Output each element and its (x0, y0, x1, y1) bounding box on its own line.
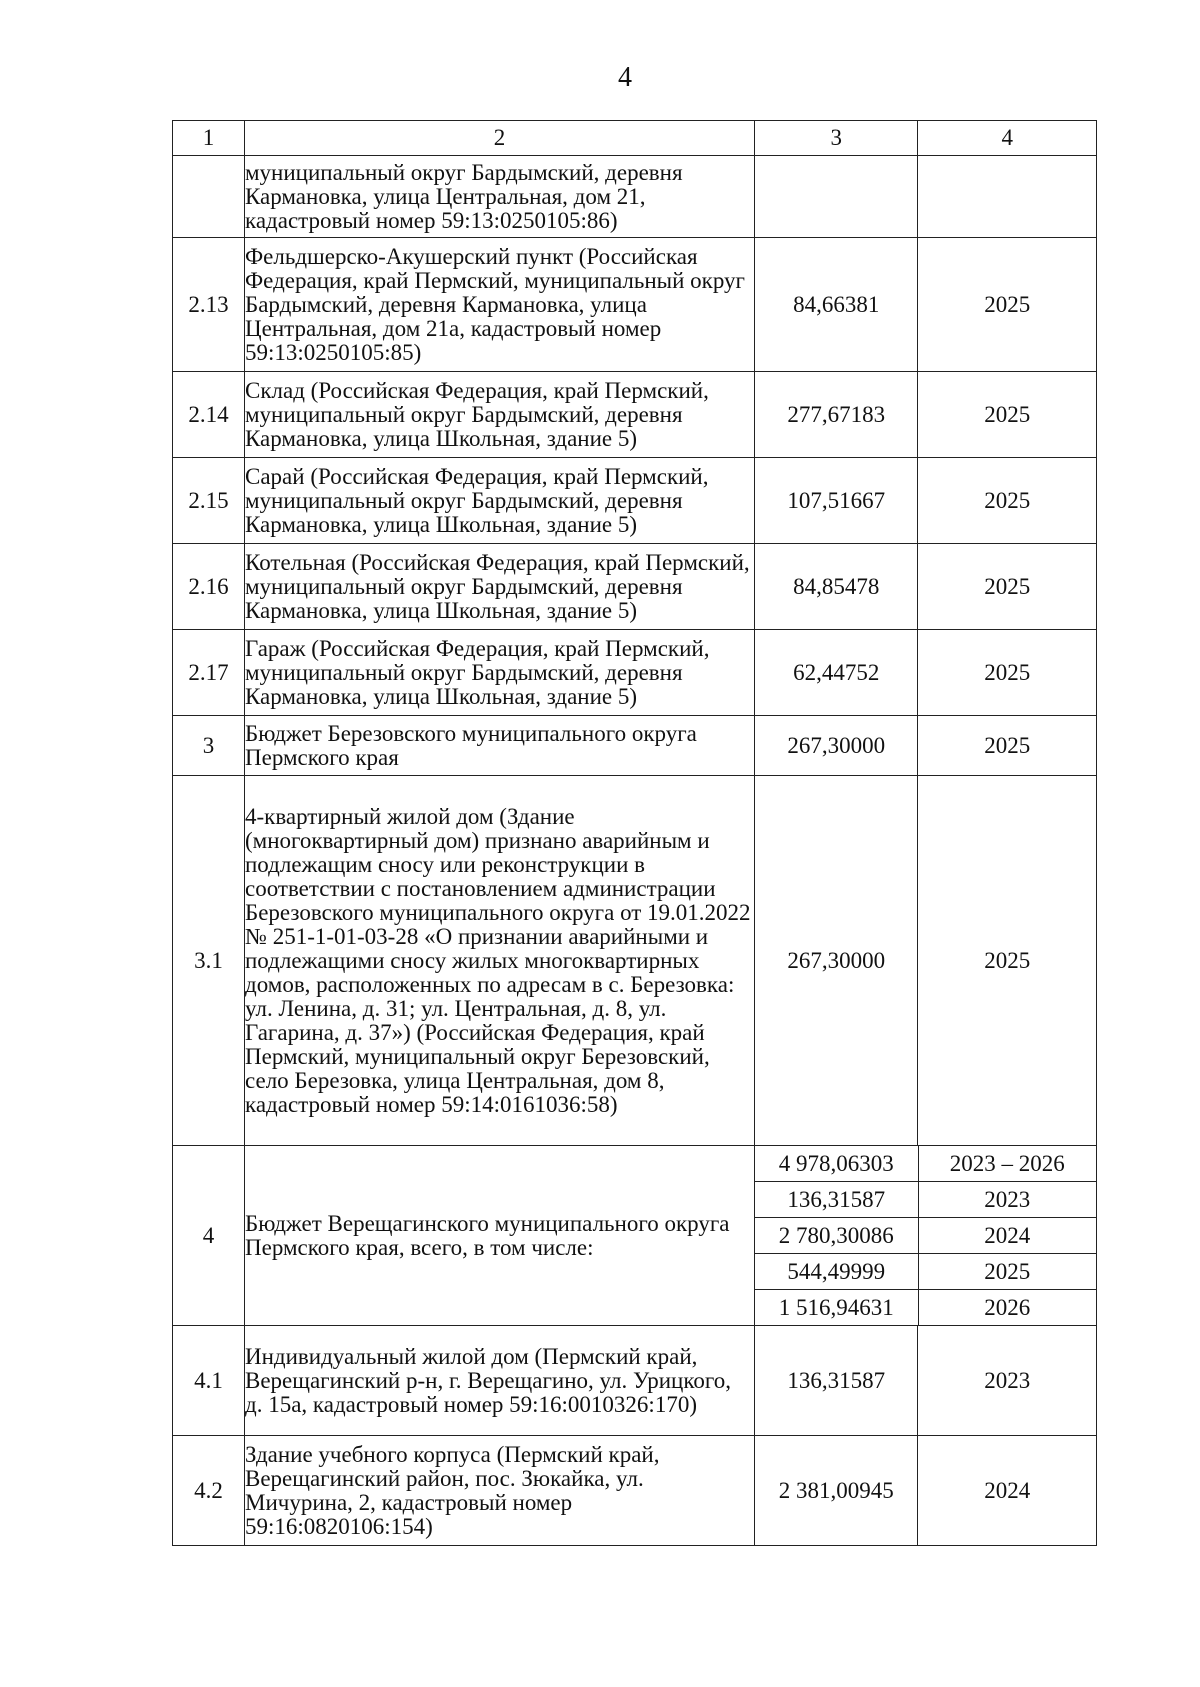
budget-line (755, 1290, 1096, 1326)
row-object-name: Котельная (Российская Федерация, край Пермский, муниципальный округ Бардымский, деревня Кармановка, улица Школьная, здание 5) (245, 544, 755, 630)
table-header-row (173, 121, 1097, 156)
table-row (173, 372, 1097, 458)
row-object-name: Сарай (Российская Федерация, край Пермский, муниципальный округ Бардымский, деревня Кармановка, улица Школьная, здание 5) (245, 458, 755, 544)
budget-breakdown (755, 1146, 1097, 1326)
row-year: 2025 (918, 372, 1097, 458)
table-row (173, 1326, 1097, 1436)
budget-amount: 4 978,06303 (755, 1146, 918, 1182)
row-object-name: Фельдшерско-Акушерский пункт (Российская Федерация, край Пермский, муниципальный округ Бардымский, деревня Кармановка, улица Центральная, дом 21а, кадастровый номер 59:13:0250105:85) (245, 238, 755, 372)
row-object-name: Здание учебного корпуса (Пермский край, Верещагинский район, пос. Зюкайка, ул. Мичурина, 2, кадастровый номер 59:16:0820106:154) (245, 1436, 755, 1546)
row-number: 4.1 (173, 1326, 245, 1436)
row-number: 2.15 (173, 458, 245, 544)
row-number (173, 156, 245, 238)
row-amount: 277,67183 (755, 372, 918, 458)
table-row (173, 238, 1097, 372)
budget-line (755, 1146, 1096, 1182)
row-number: 2.14 (173, 372, 245, 458)
row-object-name: Склад (Российская Федерация, край Пермский, муниципальный округ Бардымский, деревня Кармановка, улица Школьная, здание 5) (245, 372, 755, 458)
header-col-3: 3 (755, 121, 918, 156)
row-year: 2025 (918, 238, 1097, 372)
table-row (173, 630, 1097, 716)
row-year (918, 156, 1097, 238)
row-amount (755, 156, 918, 238)
budget-year: 2023 – 2026 (918, 1146, 1096, 1182)
budget-amount: 2 780,30086 (755, 1218, 918, 1254)
header-col-2: 2 (245, 121, 755, 156)
row-amount: 267,30000 (755, 716, 918, 776)
budget-line (755, 1182, 1096, 1218)
table-row-budget (173, 1146, 1097, 1326)
budget-year: 2026 (984, 1294, 1031, 1320)
budget-line (755, 1254, 1096, 1290)
table-row (173, 1436, 1097, 1546)
row-year: 2025 (918, 544, 1097, 630)
row-amount: 62,44752 (755, 630, 918, 716)
table-row (173, 458, 1097, 544)
row-number: 2.16 (173, 544, 245, 630)
row-object-name: муниципальный округ Бардымский, деревня Карманoвка, улица Центральная, дом 21, кадастровый номер 59:13:0250105:86) (245, 156, 755, 238)
row-year: 2025 (918, 776, 1097, 1146)
row-number: 3 (173, 716, 245, 776)
row-amount: 107,51667 (755, 458, 918, 544)
row-object-name: Индивидуальный жилой дом (Пермский край, Верещагинский р-н, г. Верещагино, ул. Урицкого, д. 15а, кадастровый номер 59:16:0010326:170) (245, 1326, 755, 1436)
row-object-name: Гараж (Российская Федерация, край Пермский, муниципальный округ Бардымский, деревня Кармановка, улица Школьная, здание 5) (245, 630, 755, 716)
budget-amount: 544,49999 (755, 1254, 918, 1290)
budget-line (755, 1218, 1096, 1254)
row-amount: 267,30000 (755, 776, 918, 1146)
row-object-name: 4-квартирный жилой дом (Здание (многоквартирный дом) признано аварийным и подлежащим сносу или реконструкции в соответствии с постановлением администрации Березовского муниципального округа от 19.01.2022 № 251-1-01-03-28 «О признании аварийными и подлежащими сносу жилых многоквартирных домов, расположенных по адресам в с. Березовка: ул. Ленина, д. 31; ул. Центральная, д. 8, ул. Гагарина, д. 37») (Российская Федерация, край Пермский, муниципальный округ Березовский, село Березовка, улица Центральная, дом 8, кадастровый номер 59:14:0161036:58) (245, 776, 755, 1146)
row-number: 2.17 (173, 630, 245, 716)
page-number: 4 (618, 62, 632, 93)
row-amount: 84,85478 (755, 544, 918, 630)
table-row (173, 776, 1097, 1146)
table-row (173, 156, 1097, 238)
objects-table (172, 120, 1097, 1546)
row-year: 2025 (918, 716, 1097, 776)
budget-year: 2023 (918, 1182, 1096, 1218)
row-number: 4 (173, 1146, 245, 1326)
row-object-name: Бюджет Березовского муниципального округа Пермского края (245, 716, 755, 776)
row-number: 2.13 (173, 238, 245, 372)
row-year: 2025 (918, 458, 1097, 544)
header-col-4: 4 (918, 121, 1097, 156)
budget-amount: 136,31587 (755, 1182, 918, 1218)
row-number: 3.1 (173, 776, 245, 1146)
budget-year: 2025 (918, 1254, 1096, 1290)
row-amount: 136,31587 (755, 1326, 918, 1436)
row-year: 2023 (918, 1326, 1097, 1436)
budget-breakdown-table (755, 1146, 1096, 1325)
row-object-name: Бюджет Верещагинского муниципального округа Пермского края, всего, в том числе: (245, 1146, 755, 1326)
row-amount: 84,66381 (755, 238, 918, 372)
table-row (173, 716, 1097, 776)
row-year: 2025 (918, 630, 1097, 716)
row-amount: 2 381,00945 (755, 1436, 918, 1546)
row-year: 2024 (918, 1436, 1097, 1546)
table-row (173, 544, 1097, 630)
row-number: 4.2 (173, 1436, 245, 1546)
budget-amount: 1 516,94631 (755, 1290, 918, 1326)
budget-year: 2024 (918, 1218, 1096, 1254)
header-col-1: 1 (173, 121, 245, 156)
